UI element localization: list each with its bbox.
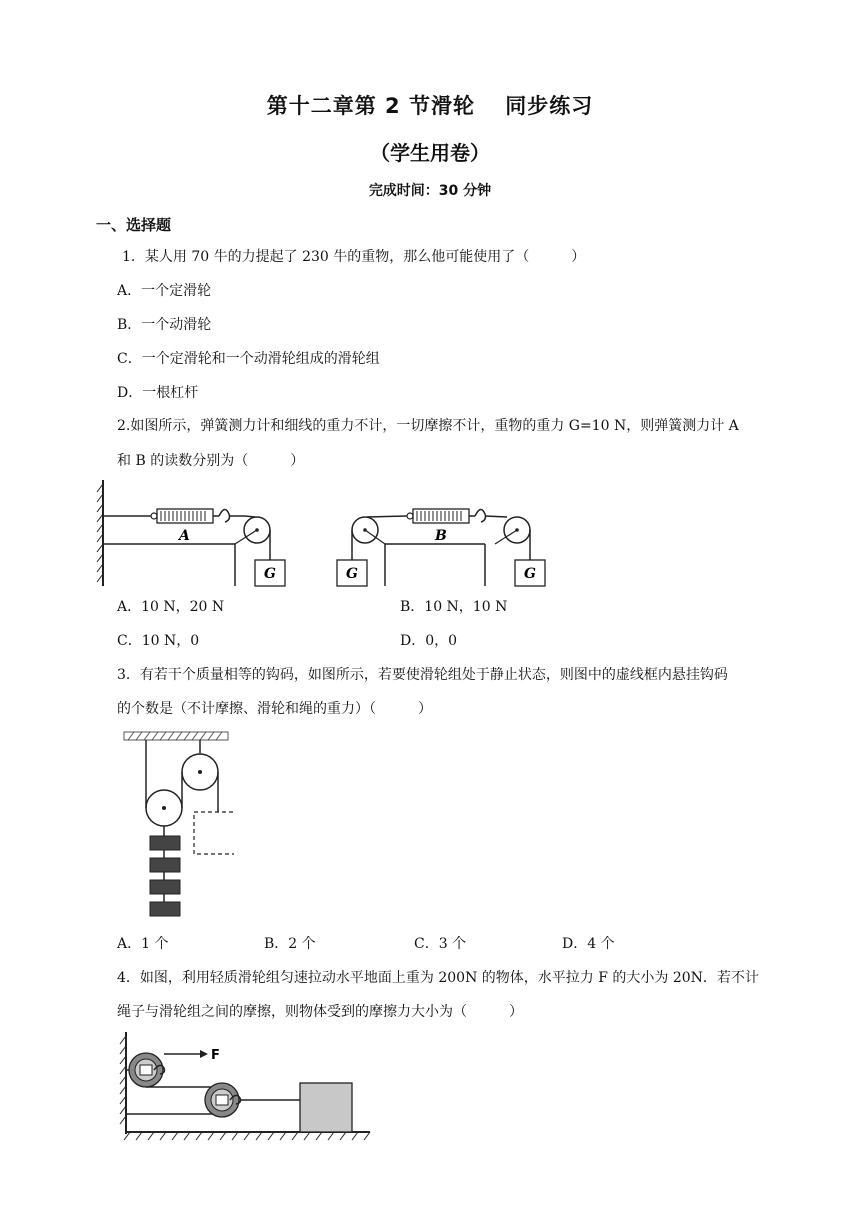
q1-stem: 1．某人用 70 牛的力提起了 230 牛的重物，那么他可能使用了（ ） <box>122 249 586 265</box>
q3-option-b: B．2 个 <box>264 936 316 952</box>
q4-figure <box>118 1030 376 1142</box>
q3-figure <box>118 728 234 920</box>
q2-option-b: B．10 N，10 N <box>400 599 508 615</box>
q3-stem-line2: 的个数是（不计摩擦、滑轮和绳的重力）（ ） <box>117 701 432 717</box>
q2-stem-line1: 2.如图所示，弹簧测力计和细线的重力不计，一切摩擦不计，重物的重力 G=10 N，则弹簧测力计 A <box>117 418 739 434</box>
q2-label-a: A <box>179 528 190 544</box>
page-subtitle: （学生用卷） <box>370 141 490 165</box>
page-title: 第十二章第 2 节滑轮 同步练习 <box>266 94 594 118</box>
q3-option-c: C．3 个 <box>414 936 467 952</box>
q2-label-g1: G <box>264 566 276 582</box>
q4-label-f: F <box>211 1048 220 1063</box>
q2-option-c: C．10 N，0 <box>117 633 200 649</box>
q2-label-g2: G <box>346 566 358 582</box>
q2-option-a: A．10 N，20 N <box>117 599 225 615</box>
q3-option-d: D．4 个 <box>562 936 615 952</box>
q2-stem-line2: 和 B 的读数分别为（ ） <box>117 453 305 469</box>
q1-option-c: C．一个定滑轮和一个动滑轮组成的滑轮组 <box>117 351 380 367</box>
section-title: 一、选择题 <box>96 216 172 234</box>
q1-option-a: A．一个定滑轮 <box>117 283 212 299</box>
q1-option-d: D．一根杠杆 <box>117 385 199 401</box>
q4-stem-line2: 绳子与滑轮组之间的摩擦，则物体受到的摩擦力大小为（ ） <box>117 1004 523 1020</box>
q2-label-b: B <box>435 528 447 544</box>
q2-option-d: D．0，0 <box>400 633 458 649</box>
q3-stem-line1: 3．有若干个质量相等的钩码，如图所示，若要使滑轮组处于静止状态，则图中的虚线框内悬挂钩码 <box>117 667 728 683</box>
q2-label-g3: G <box>524 566 536 582</box>
q1-option-b: B．一个动滑轮 <box>117 317 212 333</box>
q2-figure <box>95 478 555 590</box>
q3-option-a: A．1 个 <box>117 936 169 952</box>
time-info: 完成时间：30 分钟 <box>368 183 492 199</box>
q4-stem-line1: 4．如图，利用轻质滑轮组匀速拉动水平地面上重为 200N 的物体，水平拉力 F 的大小为 20N．若不计 <box>117 970 759 986</box>
